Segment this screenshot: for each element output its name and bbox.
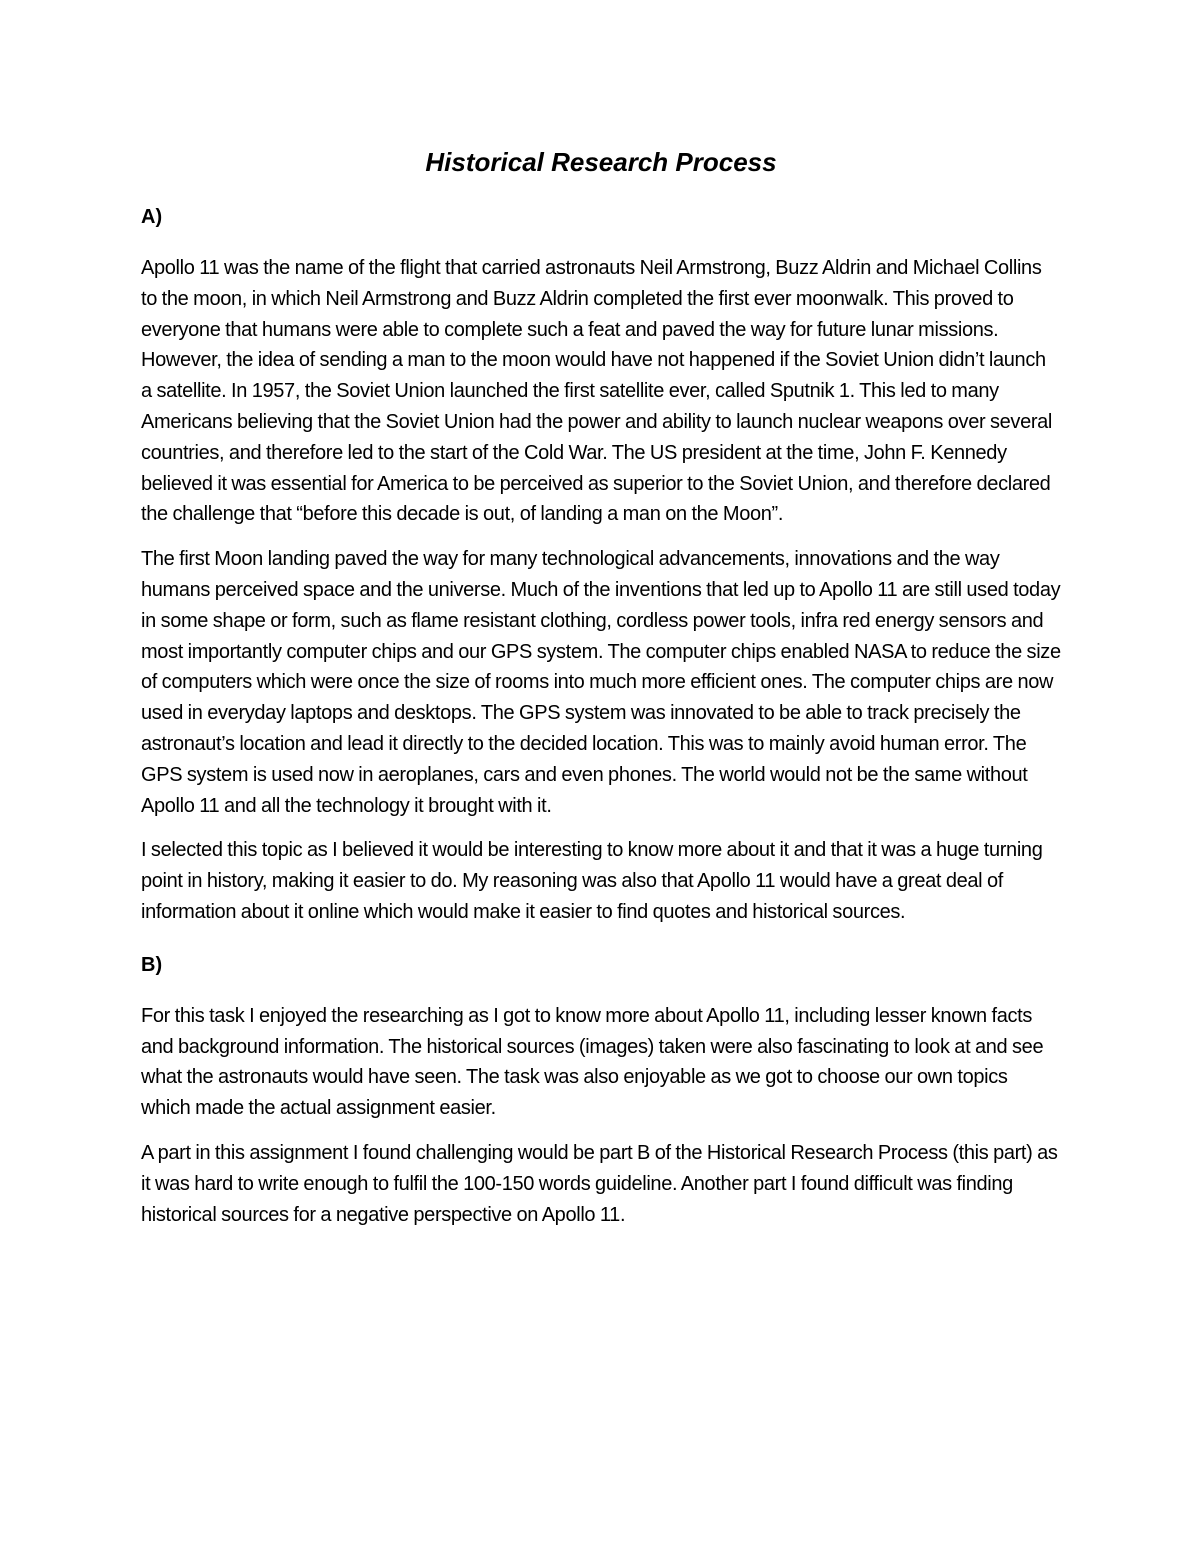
section-a-label: A) <box>141 206 163 228</box>
section-a <box>141 202 1061 928</box>
section-b-paragraph-1: For this task I enjoyed the researching as I got to know more about Apollo 11, including lesser known facts and background information. The historical sources (images) taken were also fascinating to look at and see what the astronauts would have seen. The task was also enjoyable as we got to choose our own topics which made the actual assignment easier. <box>141 1004 1044 1120</box>
section-b-label: B) <box>141 953 163 976</box>
section-a-paragraph-2: The first Moon landing paved the way for many technological advancements, innovations and the way humans perceived space and the universe. Much of the inventions that led up to Apollo 11 are still used today in some shape or form, such as flame resistant clothing, cordless power tools, infra red energy sensors and most importantly computer chips and our GPS system. The computer chips enabled NASA to reduce the size of computers which were once the size of rooms into much more efficient ones. The computer chips are now used in everyday laptops and desktops. The GPS system was innovated to be able to track precisely the astronaut’s location and lead it directly to the decided location. This was to mainly avoid human error. The GPS system is used now in aeroplanes, cars and even phones. The world would not be the same without Apollo 11 and all the technology it brought with it. <box>141 548 1061 817</box>
document-page <box>141 140 1061 1244</box>
section-a-paragraph-3: I selected this topic as I believed it would be interesting to know more about it and that it was a huge turning point in history, making it easier to do. My reasoning was also that Apollo 11 would have a great deal of information about it online which would make it easier to find quotes and historical sources. <box>141 839 1043 923</box>
section-b-paragraph-2: A part in this assignment I found challenging would be part B of the Historical Research Process (this part) as it was hard to write enough to fulfil the 100-150 words guideline. Another part I found difficult was finding historical sources for a negative perspective on Apollo 11. <box>141 1141 1058 1226</box>
section-b <box>141 950 1061 1231</box>
document-title: Historical Research Process <box>425 147 777 177</box>
section-a-paragraph-1: Apollo 11 was the name of the flight that carried astronauts Neil Armstrong, Buzz Aldrin and Michael Collins to the moon, in which Neil Armstrong and Buzz Aldrin completed the first ever moonwalk. This proved to everyone that humans were able to complete such a feat and paved the way for future lunar missions. However, the idea of sending a man to the moon would have not happened if the Soviet Union didn’t launch a satellite. In 1957, the Soviet Union launched the first satellite ever, called Sputnik 1. This led to many Americans believing that the Soviet Union had the power and ability to launch nuclear weapons over several countries, and therefore led to the start of the Cold War. The US president at the time, John F. Kennedy believed it was essential for America to be perceived as superior to the Soviet Union, and therefore declared the challenge that “before this decade is out, of landing a man on the Moon”. <box>141 257 1053 526</box>
